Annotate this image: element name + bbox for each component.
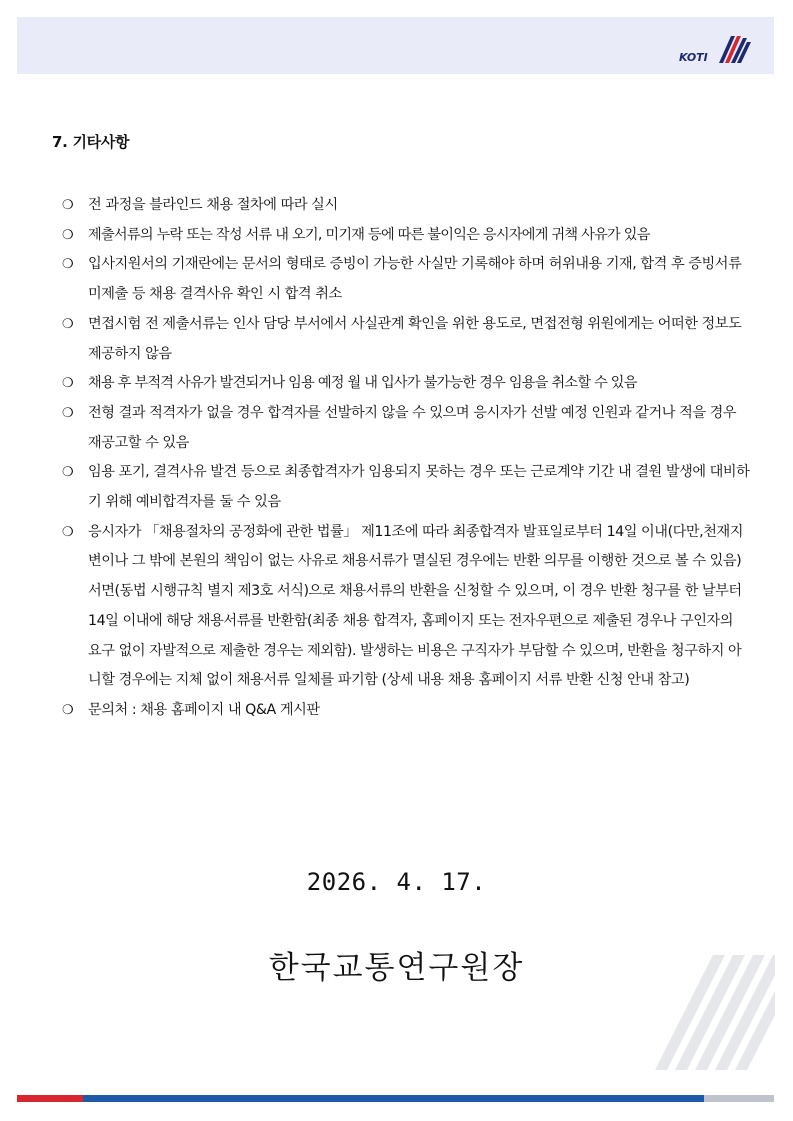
- bullet-circle-icon: ❍: [62, 524, 74, 540]
- logo-text: KOTI: [679, 51, 708, 64]
- list-item: [60, 369, 750, 399]
- bullet-circle-icon: ❍: [62, 405, 74, 421]
- notice-list: [60, 191, 750, 726]
- list-item: [60, 458, 750, 517]
- footer-bar-gray: [704, 1095, 774, 1102]
- list-item: [60, 310, 750, 369]
- list-item-text: 응시자가 「채용절차의 공정화에 관한 법률」 제11조에 따라 최종합격자 발표일로부터 14일 이내(다만,천재지변이나 그 밖에 본원의 책임이 없는 사유로 채용서류가 멸실된 경우에는 반환 의무를 이행한 것으로 볼 수 있음) 서면(동법 시행규칙 별지 제3호 서식)으로 채용서류의 반환을 신청할 수 있으며, 이 경우 반환 청구를 한 날부터 14일 이내에 해당 채용서류를 반환함(최종 채용 합격자, 홈페이지 또는 전자우편으로 제출된 경우나 구인자의 요구 없이 자발적으로 제출한 경우는 제외함). 발생하는 비용은 구직자가 부담할 수 있으며, 반환을 청구하지 아니할 경우에는 지체 없이 채용서류 일체를 파기함 (상세 내용 채용 홈페이지 서류 반환 신청 안내 참고): [88, 523, 743, 689]
- bullet-circle-icon: ❍: [62, 227, 74, 243]
- bullet-circle-icon: ❍: [62, 257, 74, 273]
- list-item-text: 임용 포기, 결격사유 발견 등으로 최종합격자가 임용되지 못하는 경우 또는 근로계약 기간 내 결원 발생에 대비하기 위해 예비합격자를 둘 수 있음: [88, 464, 750, 511]
- list-item-text: 전 과정을 블라인드 채용 절차에 따라 실시: [88, 197, 338, 213]
- list-item: [60, 399, 750, 458]
- announcement-date: 2026. 4. 17.: [306, 868, 487, 896]
- list-item-text: 제출서류의 누락 또는 작성 서류 내 오기, 미기재 등에 따른 불이익은 응시자에게 귀책 사유가 있음: [88, 226, 650, 243]
- footer-color-bar: [17, 1095, 774, 1102]
- list-item: [60, 250, 750, 309]
- list-item-text: 문의처 : 채용 홈페이지 내 Q&A 게시판: [88, 701, 320, 718]
- koti-logo: [679, 30, 751, 66]
- bullet-circle-icon: ❍: [62, 702, 74, 718]
- bullet-circle-icon: ❍: [62, 316, 74, 332]
- list-item-text: 전형 결과 적격자가 없을 경우 합격자를 선발하지 않을 수 있으며 응시자가 선발 예정 인원과 같거나 적을 경우 재공고할 수 있음: [88, 404, 737, 451]
- stripe-watermark-icon: [655, 955, 775, 1070]
- koti-logo-icon: [679, 30, 751, 66]
- list-item: [60, 221, 750, 251]
- list-item-text: 채용 후 부적격 사유가 발견되거나 임용 예정 월 내 입사가 불가능한 경우 임용을 취소할 수 있음: [88, 375, 637, 392]
- bullet-circle-icon: ❍: [62, 198, 74, 213]
- footer-bar-red: [17, 1095, 83, 1102]
- organization-signature: 한국교통연구원장: [268, 950, 525, 986]
- list-item: [60, 696, 750, 726]
- section-title: 7. 기타사항: [52, 133, 130, 151]
- bullet-circle-icon: ❍: [62, 376, 74, 392]
- list-item: [60, 191, 750, 221]
- page-header-band: [17, 17, 774, 74]
- list-item-text: 면접시험 전 제출서류는 인사 담당 부서에서 사실관계 확인을 위한 용도로, 면접전형 위원에게는 어떠한 정보도 제공하지 않음: [88, 315, 742, 362]
- list-item: [60, 518, 750, 696]
- list-item-text: 입사지원서의 기재란에는 문서의 형태로 증빙이 가능한 사실만 기록해야 하며 허위내용 기재, 합격 후 증빙서류 미제출 등 채용 결격사유 확인 시 합격 취소: [88, 256, 742, 303]
- bullet-circle-icon: ❍: [62, 465, 74, 481]
- footer-bar-blue: [83, 1095, 704, 1102]
